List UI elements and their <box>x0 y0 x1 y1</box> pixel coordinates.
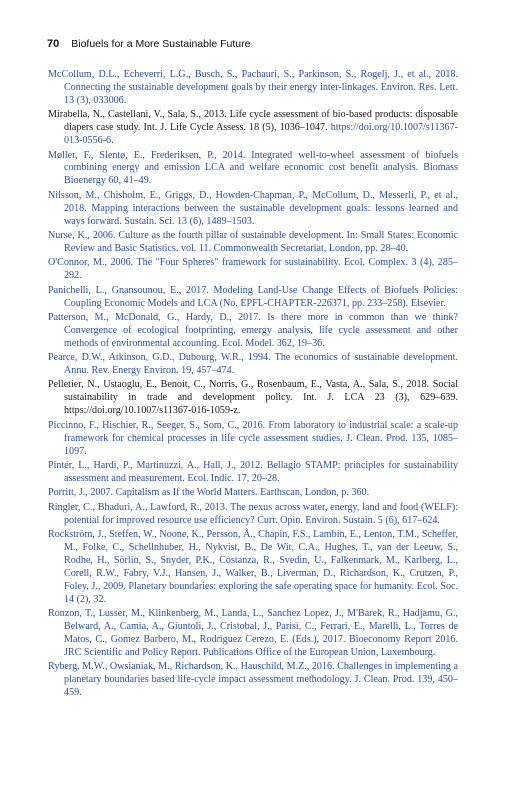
reference-item <box>48 109 458 148</box>
reference-item[interactable]: McCollum, D.L., Echeverri, L.G., Busch, S., Pachauri, S., Parkinson, S., Rogelj, J., et al., 2018. Connecting the sustainable development goals by their energy inter-linkages. Environ. Res. Lett. 13 (3), 033006. <box>48 69 458 106</box>
reference-item[interactable]: Rockström, J., Steffen, W., Noone, K., Persson, Å., Chapin, F.S., Lambin, E., Lenton, T.M., Scheffer, M., Folke, C., Schellnhuber, H., Nykvist, B., De Wit, C.A., Hughes, T., van der Leeuw, S., Rodhe, H., Sörlin, S., Snyder, P.K., Costanza, R., Svedin, U., Falkenmark, M., Karlberg, L., Corell, R.W., Fabry, V.J., Hansen, J., Walker, B., Liverman, D., Richardson, K., Crutzen, P., Foley, J., 2009. Planetary boundaries: exploring the safe operating space for humanity. Ecol. Soc. 14 (2), 32. <box>48 528 458 605</box>
reference-item[interactable]: Porritt, J., 2007. Capitalism as If the World Matters. Earthscan, London, p. 360. <box>48 487 370 499</box>
reference-item[interactable]: Ryberg, M.W., Owsianiak, M., Richardson, K., Hauschild, M.Z., 2016. Challenges in implementing a planetary boundaries based life-cycle impact assessment methodology. J. Clean. Prod. 139, 450–459. <box>48 661 458 699</box>
reference-item[interactable]: Pearce, D.W., Atkinson, G.D., Dubourg, W.R., 1994. The economics of sustainable development. Annu. Rev. Energy Environ. 19, 457–474. <box>48 352 458 377</box>
reference-item: Pelletier, N., Ustaoglu, E., Benoit, C., Norris, G., Rosenbaum, E., Vasta, A., Sala, S., 2018. Social sustainability in trade and development policy. Int. J. LCA 23 (3), 629–639. https://doi.org/10.1007/s11367-016-1059-z. <box>48 379 458 417</box>
reference-item[interactable]: Møller, F., Slentø, E., Frederiksen, P., 2014. Integrated well-to-wheel assessment of biofuels combining energy and emission LCA and welfare economic cost benefit analysis. Biomass Bioenergy 60, 41–49. <box>48 149 458 187</box>
running-title: Biofuels for a More Sustainable Future <box>71 38 251 50</box>
page-number: 70 <box>47 38 60 50</box>
doi-link[interactable]: https://doi.org/10.1007/s11367-013-0556-6 <box>64 122 458 147</box>
running-header <box>47 38 491 54</box>
reference-item[interactable]: Ronzon, T., Lusser, M., Klinkenberg, M., Landa, L., Sanchez Lopez, J., M'Barek, R., Hadjamu, G., Belward, A., Camia, A., Giuntoli, J., Cristobal, J., Parisi, C., Ferrari, E., Marelli, L., Torres de Matos, C., Gomez Barbero, M., Rodriguez Cerezo, E. (Eds.), 2017. Bioeconomy Report 2016. JRC Scientific and Policy Report. Publications Office of the European Union, Luxembourg. <box>48 607 458 658</box>
reference-item[interactable]: Nurse, K., 2006. Culture as the fourth pillar of sustainable development. In: Small States: Economic Review and Basic Statistics. vol. 11. Commonwealth Secretariat, London, pp. 28–40. <box>48 230 458 254</box>
reference-text: Mirabella, N., Castellani, V., Sala, S., 2013. Life cycle assessment of bio-based products: disposable diapers case study. Int. J. Life Cycle Assess. 18 (5), 1036–1047. <box>48 109 458 134</box>
reference-item[interactable]: Piccinno, F., Hischier, R., Seeger, S., Som, C., 2016. From laboratory to industrial scale: a scale-up framework for chemical processes in life cycle assessment studies. J. Clean. Prod. 135, 1085–1097. <box>48 419 458 457</box>
reference-item[interactable]: Ringler, C., Bhaduri, A., Lawford, R., 2013. The nexus across water, energy, land and food (WELF): potential for improved resource use efficiency? Curr. Opin. Environ. Sustain. 5 (6), 617–624. <box>48 501 458 526</box>
reference-list <box>48 69 458 701</box>
reference-item[interactable]: O'Connor, M., 2006. The "Four Spheres" framework for sustainability. Ecol. Complex. 3 (4), 285–292. <box>48 257 458 282</box>
reference-item[interactable]: Pintér, L., Hardi, P., Martinuzzi, A., Hall, J., 2012. Bellagio STAMP: principles for sustainability assessment and measurement. Ecol. Indic. 17, 20–28. <box>48 459 458 484</box>
reference-item[interactable]: Nilsson, M., Chisholm, E., Griggs, D., Howden-Chapman, P., McCollum, D., Messerli, P., et al., 2018. Mapping interactions between the sustainable development goals: lessons learned and ways forward. Sustain. Sci. 13 (6), 1489–1503. <box>48 189 458 227</box>
reference-item[interactable]: Panichelli, L., Gnansounou, E., 2017. Modeling Land-Use Change Effects of Biofuels Policies: Coupling Economic Models and LCA (No. EPFL-CHAPTER-226371, pp. 233–258). Elsevier. <box>48 284 458 309</box>
reference-tail: . <box>111 135 114 147</box>
reference-item[interactable]: Patterson, M., McDonald, G., Hardy, D., 2017. Is there more in common than we think? Convergence of ecological footprinting, emergy analysis, life cycle assessment and other methods of environmental accounting. Ecol. Model. 362, 19–36. <box>48 311 458 349</box>
